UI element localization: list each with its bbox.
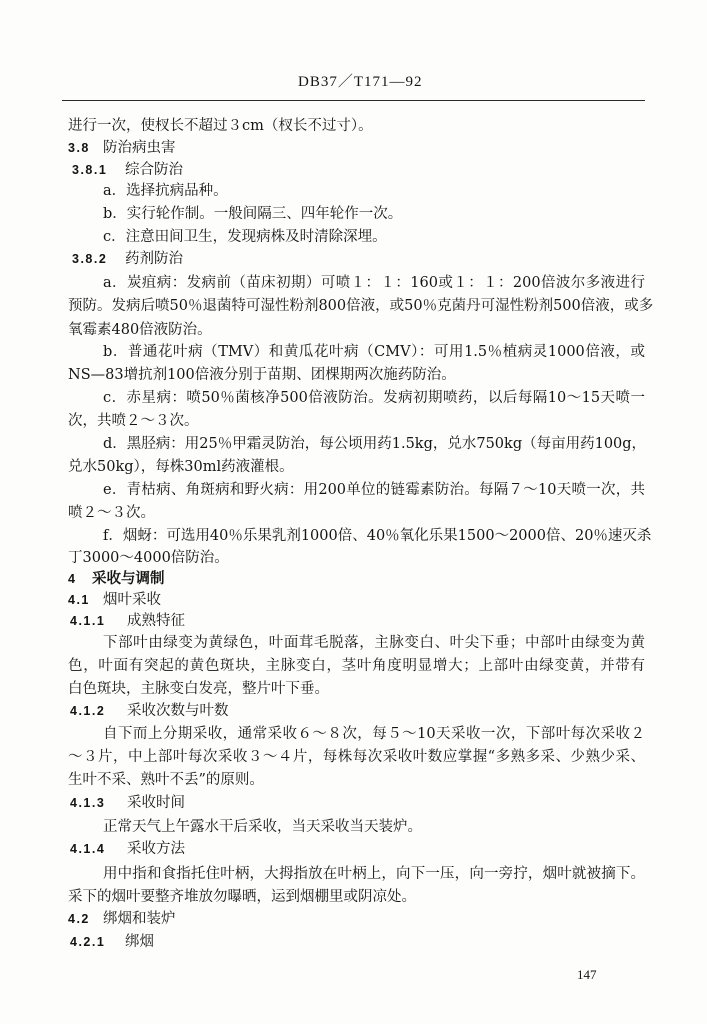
section-number: 4.2.1: [70, 935, 106, 949]
paragraph-line: 预防。发病后喷50％退菌特可湿性粉剂800倍液，或50％克菌丹可湿性粉剂500倍液，或多: [68, 298, 654, 314]
section-title: 采收次数与叶数: [127, 703, 229, 719]
section-number: 3.8: [68, 141, 90, 155]
section-title: 采收方法: [127, 841, 185, 857]
document-code: DB37／T171—92: [298, 74, 423, 90]
paragraph-line: 正常天气上午露水干后采收，当天采收当天装炉。: [103, 819, 422, 835]
section-number: 4.2: [68, 912, 90, 926]
section-heading: [0, 612, 707, 630]
section-title: 采收与调制: [92, 570, 165, 587]
list-item-line: a．炭疽病：发病前（苗床初期）可喷１：１：160或１：１：200倍波尔多液进行: [103, 275, 645, 291]
chapter-heading: [0, 570, 707, 588]
list-item-line: f．烟蚜：可选用40％乐果乳剂1000倍、40％氧化乐果1500～2000倍、20％速灭杀: [103, 528, 652, 544]
list-item-line: b．普通花叶病（TMV）和黄瓜花叶病（CMV）：可用1.5％植病灵1000倍液，或: [103, 344, 645, 360]
paragraph-line: 白色斑块，主脉变白发亮，整片叶下垂。: [68, 681, 329, 697]
section-number: 4.1.3: [70, 796, 106, 810]
paragraph-line: ～３片，中上部叶每次采收３～４片，每株每次采收叶数应掌握“多熟多采、少熟少采、: [68, 749, 645, 765]
paragraph-line: 自下而上分期采收，通常采收６～８次，每５～10天采收一次，下部叶每次采收２: [103, 726, 645, 742]
list-item-line: d．黑胫病：用25％甲霜灵防治，每公顷用药1.5kg，兑水750kg（每亩用药100g，: [103, 436, 647, 452]
list-item-line: a．选择抗病品种。: [103, 183, 228, 199]
paragraph-line: 丁3000～4000倍防治。: [68, 550, 229, 566]
section-heading: [0, 933, 707, 951]
paragraph-line: 用中指和食指托住叶柄，大拇指放在叶柄上，向下一压，向一旁拧，烟叶就被摘下。: [103, 866, 645, 882]
paragraph-line: 进行一次，使杈长不超过３cm（杈长不过寸）。: [68, 118, 373, 134]
section-title: 绑烟: [125, 934, 154, 950]
paragraph-line: 次，共喷２～３次。: [68, 413, 199, 429]
list-item-line: c．注意田间卫生，发现病株及时清除深埋。: [103, 229, 387, 245]
section-heading: [0, 591, 707, 609]
section-heading: [0, 139, 707, 157]
section-number: 4: [68, 572, 77, 586]
header-rule: [62, 100, 645, 101]
section-heading: [0, 161, 707, 179]
list-item-line: b．实行轮作制。一般间隔三、四年轮作一次。: [103, 206, 403, 222]
section-title: 综合防治: [125, 162, 183, 178]
section-title: 防治病虫害: [103, 140, 176, 156]
paragraph-line: 采下的烟叶要整齐堆放勿曝晒，运到烟棚里或阴凉处。: [68, 889, 416, 905]
page-number: 147: [577, 967, 597, 982]
section-heading: [0, 840, 707, 858]
section-title: 绑烟和装炉: [103, 911, 176, 927]
section-title: 采收时间: [127, 795, 185, 811]
section-number: 4.1.4: [70, 842, 106, 856]
list-item-line: e．青枯病、角斑病和野火病：用200单位的链霉素防治。每隔７～10天喷一次，共: [103, 482, 645, 498]
section-title: 药剂防治: [125, 251, 183, 267]
section-heading: [0, 910, 707, 928]
section-heading: [0, 250, 707, 268]
paragraph-line: 氧霉素480倍液防治。: [68, 322, 212, 338]
paragraph-line: 兑水50kg），每株30ml药液灌根。: [68, 459, 294, 475]
section-number: 3.8.2: [72, 252, 108, 266]
section-title: 烟叶采收: [103, 592, 161, 608]
section-title: 成熟特征: [127, 613, 185, 629]
section-number: 4.1.1: [70, 614, 106, 628]
paragraph-line: 下部叶由绿变为黄绿色，叶面茸毛脱落，主脉变白、叶尖下垂；中部叶由绿变为黄: [103, 635, 645, 651]
section-number: 4.1.2: [70, 704, 106, 718]
section-number: 4.1: [68, 593, 90, 607]
paragraph-line: 喷２～３次。: [68, 505, 155, 521]
paragraph-line: NS—83增抗剂100倍液分别于苗期、团棵期两次施药防治。: [68, 367, 456, 383]
paragraph-line: 色，叶面有突起的黄色斑块，主脉变白，茎叶角度明显增大；上部叶由绿变黄，并带有: [68, 658, 645, 674]
section-number: 3.8.1: [72, 163, 108, 177]
section-heading: [0, 702, 707, 720]
paragraph-line: 生叶不采、熟叶不丢”的原则。: [68, 772, 264, 788]
list-item-line: c．赤星病：喷50％菌核净500倍液防治。发病初期喷药，以后每隔10～15天喷一: [103, 390, 645, 406]
section-heading: [0, 794, 707, 812]
